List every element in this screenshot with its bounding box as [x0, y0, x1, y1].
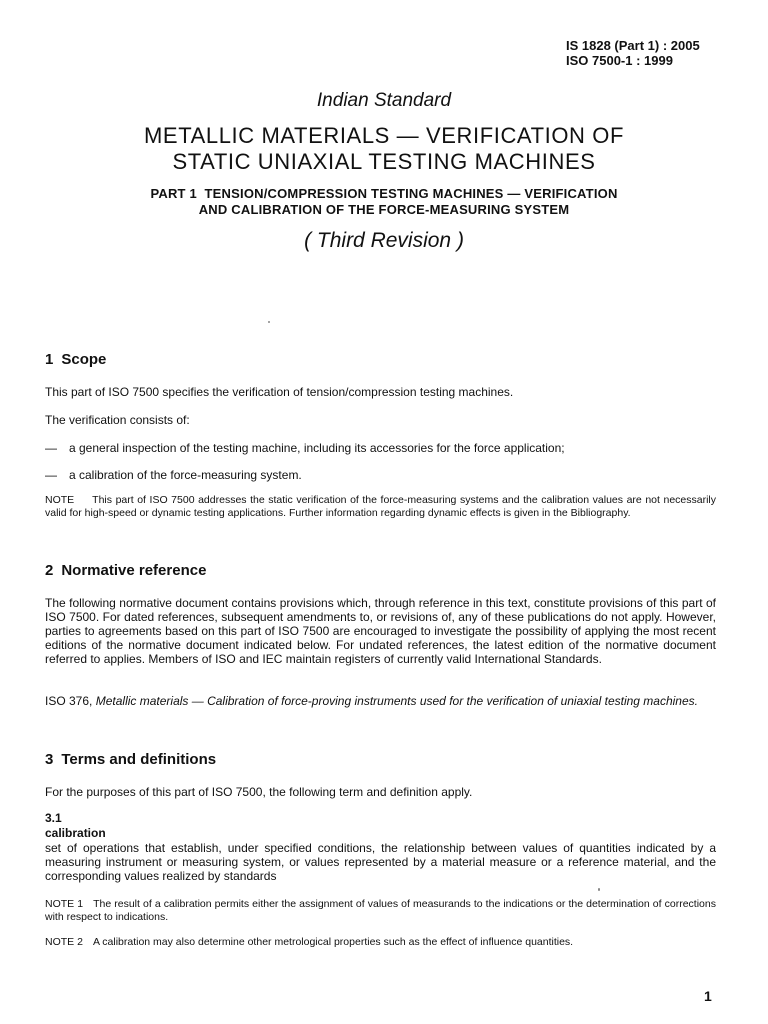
- normative-reference-entry: [45, 694, 716, 708]
- standard-number: [566, 38, 700, 68]
- list-item-text: a general inspection of the testing machine, including its accessories for the force application;: [69, 441, 565, 455]
- title-line-1: METALLIC MATERIALS — VERIFICATION OF: [144, 123, 624, 148]
- note-label: NOTE 2: [45, 936, 83, 948]
- term-number: 3.1: [45, 811, 62, 825]
- standard-number-iso: ISO 7500-1 : 1999: [566, 53, 673, 68]
- list-item-text: a calibration of the force-measuring system.: [69, 468, 302, 482]
- section-number: 2: [45, 562, 54, 579]
- list-dash: —: [45, 468, 57, 482]
- reference-code: ISO 376,: [45, 694, 93, 708]
- document-subtitle: [0, 186, 768, 218]
- note-text: A calibration may also determine other metrological properties such as the effect of influence quantities.: [92, 936, 574, 948]
- note-label: NOTE 1: [45, 898, 84, 910]
- note-label: NOTE: [45, 494, 75, 506]
- title-line-2: STATIC UNIAXIAL TESTING MACHINES: [172, 149, 596, 174]
- section-number: 3: [45, 751, 54, 768]
- definition-note-1: [45, 898, 716, 924]
- definition-note-2: [45, 936, 716, 949]
- list-item: [45, 441, 716, 455]
- note-text: The result of a calibration permits either the assignment of values of measurands to the indications or the determination of corrections with respect to indications.: [45, 898, 716, 923]
- document-title: [0, 123, 768, 175]
- scope-note: [45, 494, 716, 520]
- list-dash: —: [45, 441, 57, 455]
- scan-speck: [268, 321, 270, 323]
- section-number: 1: [45, 351, 54, 368]
- term-name: calibration: [45, 826, 106, 840]
- term-definition: set of operations that establish, under specified conditions, the relationship between values of quantities indicated by a measuring instrument or measuring system, or values represented by a material measure or a reference material, and the corresponding values realized by standards: [45, 841, 716, 883]
- section-title: Scope: [61, 351, 107, 368]
- normative-reference-paragraph: The following normative document contains provisions which, through reference in this text, constitute provisions of this part of ISO 7500. For dated references, subsequent amendments to, or revisions of, any of these publications do not apply. However, parties to agreements based on this part of ISO 7500 are encouraged to investigate the possibility of applying the most recent editions of the normative document indicated below. For undated references, the latest edition of the normative document referred to applies. Members of ISO and IEC maintain registers of currently valid International Standards.: [45, 596, 716, 666]
- section-3-heading: [45, 751, 216, 768]
- page-number: 1: [704, 988, 712, 1004]
- list-item: [45, 468, 716, 482]
- subtitle-line-1: PART 1 TENSION/COMPRESSION TESTING MACHINES — VERIFICATION: [150, 186, 618, 201]
- standard-number-is: IS 1828 (Part 1) : 2005: [566, 38, 700, 53]
- subtitle-line-2: AND CALIBRATION OF THE FORCE-MEASURING SYSTEM: [198, 202, 570, 217]
- terms-intro: For the purposes of this part of ISO 7500, the following term and definition apply.: [45, 785, 473, 799]
- standard-kicker: Indian Standard: [316, 90, 452, 111]
- section-title: Normative reference: [61, 562, 207, 579]
- section-2-heading: [45, 562, 206, 579]
- note-text: This part of ISO 7500 addresses the static verification of the force-measuring systems and the calibration values are not necessarily valid for high-speed or dynamic testing applications. Further information regarding dynamic effects is given in the Bibliography.: [45, 494, 716, 519]
- reference-title: Metallic materials — Calibration of force-proving instruments used for the verification of uniaxial testing machines.: [95, 694, 698, 708]
- section-1-heading: [45, 351, 106, 368]
- scope-intro: The verification consists of:: [45, 413, 190, 427]
- revision-label: ( Third Revision ): [304, 229, 464, 252]
- section-title: Terms and definitions: [61, 751, 217, 768]
- scan-speck: [598, 888, 600, 891]
- scope-paragraph: This part of ISO 7500 specifies the verification of tension/compression testing machines.: [45, 385, 514, 399]
